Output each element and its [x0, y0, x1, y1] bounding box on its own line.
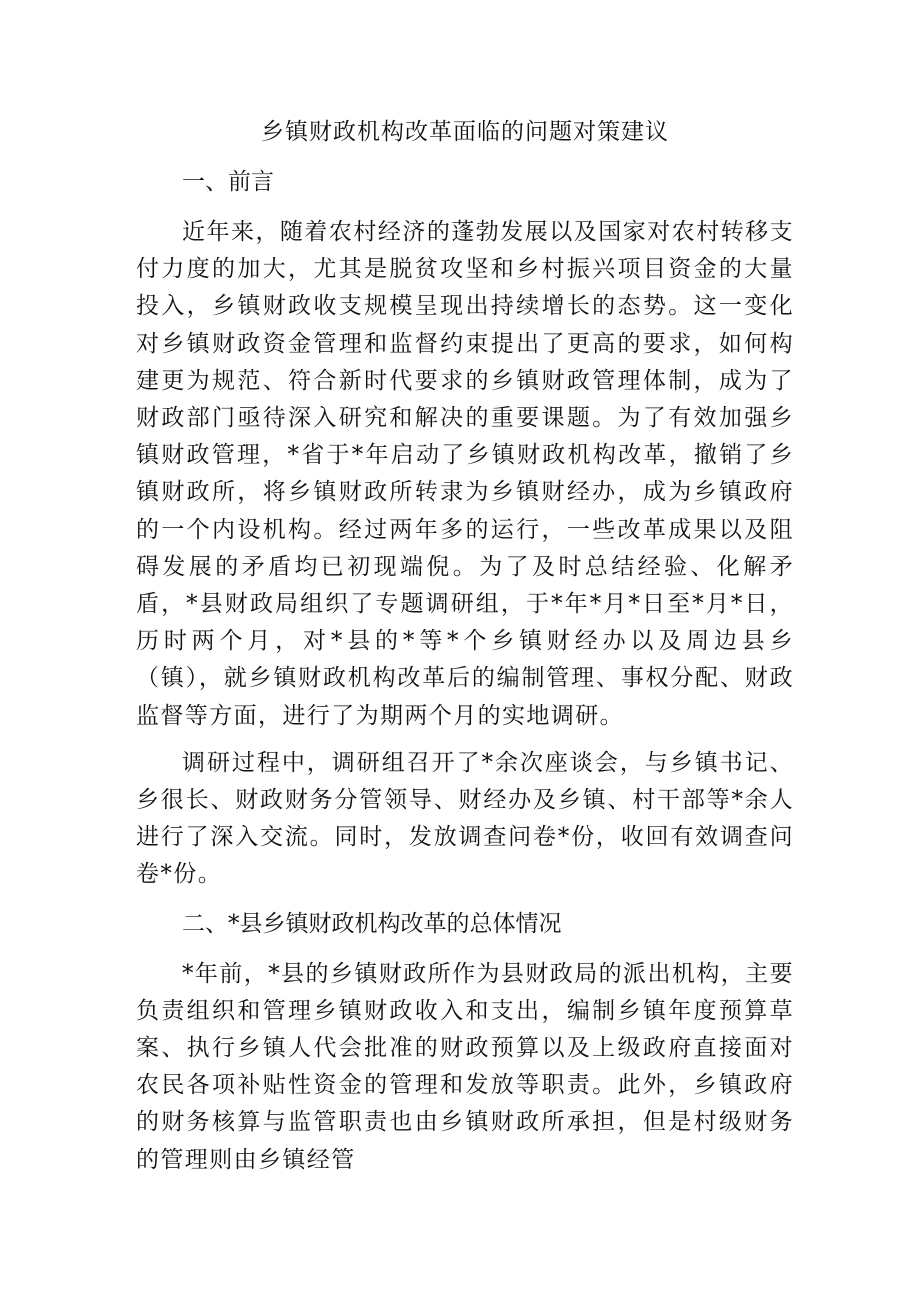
- paragraph-1: 近年来，随着农村经济的蓬勃发展以及国家对农村转移支付力度的加大，尤其是脱贫攻坚和乡村振兴项目资金的大量投入，乡镇财政收支规模呈现出持续增长的态势。这一变化对乡镇财政资金管理和监督约束提出了更高的要求，如何构建更为规范、符合新时代要求的乡镇财政管理体制，成为了财政部门亟待深入研究和解决的重要课题。为了有效加强乡镇财政管理，*省于*年启动了乡镇财政机构改革，撤销了乡镇财政所，将乡镇财政所转隶为乡镇财经办，成为乡镇政府的一个内设机构。经过两年多的运行，一些改革成果以及阻碍发展的矛盾均已初现端倪。为了及时总结经验、化解矛盾，*县财政局组织了专题调研组，于*年*月*日至*月*日，历时两个月，对*县的*等*个乡镇财经办以及周边县乡（镇），就乡镇财政机构改革后的编制管理、事权分配、财政监督等方面，进行了为期两个月的实地调研。: [136, 219, 794, 729]
- document-page: [136, 112, 794, 1189]
- paragraph-2: 调研过程中，调研组召开了*余次座谈会，与乡镇书记、乡很长、财政财务分管领导、财经办及乡镇、村干部等*余人进行了深入交流。同时，发放调查问卷*份，收回有效调查问卷*份。: [136, 749, 794, 888]
- paragraph-3: *年前，*县的乡镇财政所作为县财政局的派出机构，主要负责组织和管理乡镇财政收入和支出，编制乡镇年度预算草案、执行乡镇人代会批准的财政预算以及上级政府直接面对农民各项补贴性资金的管理和发放等职责。此外，乡镇政府的财务核算与监管职责也由乡镇财政所承担，但是村级财务的管理则由乡镇经管: [136, 960, 794, 1173]
- section-heading-2: 二、*县乡镇财政机构改革的总体情况: [182, 910, 562, 937]
- section-heading-1: 一、前言: [182, 169, 274, 195]
- document-title: 乡镇财政机构改革面临的问题对策建议: [261, 119, 669, 145]
